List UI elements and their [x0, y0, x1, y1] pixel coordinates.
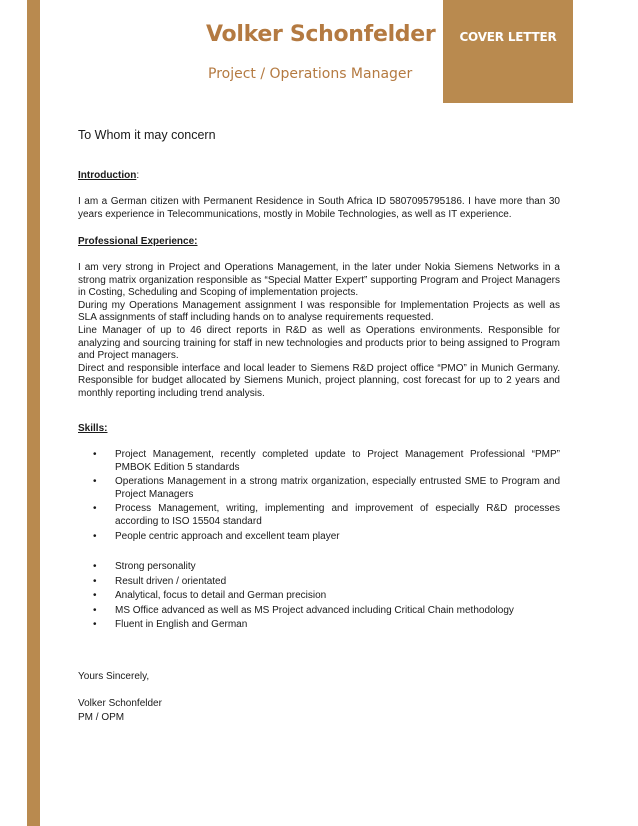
- skill-item: [78, 476, 560, 501]
- left-accent-stripe: [27, 0, 40, 826]
- skill-item: [78, 503, 560, 528]
- salutation: To Whom it may concern: [78, 128, 216, 142]
- bullet-icon: •: [93, 530, 97, 542]
- applicant-name: Volker Schonfelder: [206, 22, 436, 47]
- skills-list-secondary: [78, 561, 560, 634]
- bullet-icon: •: [93, 575, 97, 587]
- skill-text: Result driven / orientated: [115, 575, 227, 587]
- skill-item: [78, 576, 560, 589]
- skill-text: Fluent in English and German: [115, 619, 248, 631]
- signatory-title: PM / OPM: [78, 712, 125, 723]
- bullet-icon: •: [93, 619, 97, 631]
- skill-text: Process Management, writing, implementing and improvement of especially R&D processes according to ISO 15504 standard: [115, 503, 560, 527]
- bullet-icon: •: [93, 561, 97, 572]
- introduction-section: [78, 170, 560, 183]
- experience-paragraph: During my Operations Management assignment I was responsible for Implementation Projects as well as SLA assignments of staff including hands on to analyse requirements requested.: [78, 299, 560, 324]
- bullet-icon: •: [93, 449, 97, 460]
- skill-text: Project Management, recently completed update to Project Management Professional “PMP” PMBOK Edition 5 standards: [115, 449, 560, 473]
- applicant-role: Project / Operations Manager: [208, 66, 413, 82]
- introduction-heading: Introduction: [78, 170, 137, 181]
- skills-heading: Skills:: [78, 423, 108, 434]
- bullet-icon: •: [93, 604, 97, 616]
- experience-paragraphs: [78, 262, 560, 401]
- skills-list-primary: [78, 449, 560, 545]
- skill-item: [78, 531, 560, 544]
- introduction-text: I am a German citizen with Permanent Residence in South Africa ID 5807095795186. I have more than 30 years experience in Telecommunications, mostly in Mobile Technologies, as well as IT experience.: [78, 196, 560, 220]
- experience-paragraph: I am very strong in Project and Operations Management, in the later under Nokia Siemens Networks in a strong matrix organization responsible as “Special Matter Expert” supporting Program and Project Managers in Costing, Scheduling and Scoping of implementation projects.: [78, 262, 560, 299]
- experience-paragraph: Direct and responsible interface and local leader to Siemens R&D project office “PMO” in Munich Germany. Responsible for budget allocated by Siemens Munich, project planning, cost forecast for up to 2 years and monthly reporting including trend analysis.: [78, 362, 560, 399]
- skill-item: [78, 590, 560, 603]
- introduction-heading-line: [78, 170, 560, 183]
- skill-text: People centric approach and excellent team player: [115, 530, 340, 542]
- skill-item: [78, 605, 560, 618]
- experience-paragraph: Line Manager of up to 46 direct reports in R&D as well as Operations environments. Responsible for analyzing and sourcing training for staff in new technologies and products prior to being assigned to Program and Project managers.: [78, 324, 560, 362]
- skills-heading-block: [78, 423, 560, 436]
- skill-text: Operations Management in a strong matrix organization, especially entrusted SME to Program and Project Managers: [115, 476, 560, 500]
- cover-letter-badge: [443, 0, 573, 103]
- skill-item: [78, 449, 560, 474]
- skill-item: [78, 619, 560, 632]
- skill-text: MS Office advanced as well as MS Project advanced including Critical Chain methodology: [115, 604, 514, 616]
- skill-text: Strong personality: [115, 561, 196, 572]
- cover-letter-label: COVER LETTER: [459, 30, 557, 44]
- bullet-icon: •: [93, 476, 97, 488]
- introduction-heading-suffix: :: [136, 170, 140, 181]
- experience-heading-block: [78, 236, 560, 249]
- sign-off: Yours Sincerely,: [78, 671, 150, 682]
- signatory-name: Volker Schonfelder: [78, 698, 162, 709]
- skill-item: [78, 561, 560, 574]
- introduction-text-block: [78, 196, 560, 221]
- experience-heading: Professional Experience:: [78, 236, 198, 247]
- skill-text: Analytical, focus to detail and German precision: [115, 590, 327, 602]
- bullet-icon: •: [93, 590, 97, 602]
- bullet-icon: •: [93, 503, 97, 515]
